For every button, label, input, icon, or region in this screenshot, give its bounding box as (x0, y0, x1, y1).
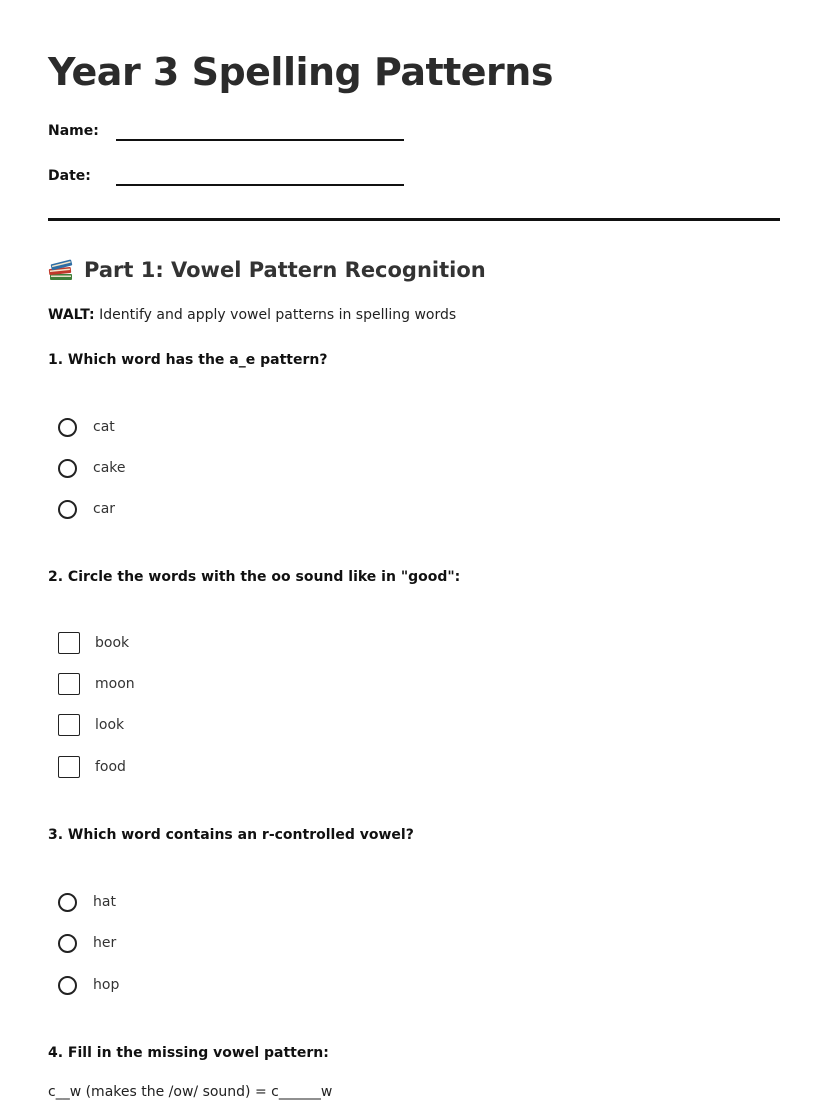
walt-statement (48, 307, 456, 323)
books-icon (48, 259, 74, 281)
q2-option-food[interactable] (58, 755, 126, 779)
date-field[interactable] (116, 170, 404, 186)
checkbox[interactable] (58, 673, 80, 695)
section-title-text: Part 1: Vowel Pattern Recognition (84, 258, 486, 282)
q2-option-look[interactable] (58, 713, 124, 737)
q1-option-cat[interactable] (58, 415, 115, 439)
option-label: cake (93, 460, 126, 476)
radio-button[interactable] (58, 934, 77, 953)
checkbox[interactable] (58, 632, 80, 654)
q1-option-cake[interactable] (58, 456, 126, 480)
walt-label: WALT: (48, 307, 95, 323)
q2-option-book[interactable] (58, 631, 129, 655)
option-label: food (95, 759, 126, 775)
q3-option-hat[interactable] (58, 890, 116, 914)
radio-button[interactable] (58, 500, 77, 519)
walt-text: Identify and apply vowel patterns in spelling words (94, 307, 457, 323)
option-label: cat (93, 419, 115, 435)
option-label: book (95, 635, 130, 651)
q2-option-moon[interactable] (58, 672, 135, 696)
q1-option-car[interactable] (58, 497, 115, 521)
checkbox[interactable] (58, 714, 80, 736)
option-label: moon (95, 676, 135, 692)
radio-button[interactable] (58, 893, 77, 912)
question-1: 1. Which word has the a_e pattern? (48, 352, 328, 368)
question-3: 3. Which word contains an r-controlled vowel? (48, 827, 414, 843)
section-title-part-1 (48, 258, 486, 282)
radio-button[interactable] (58, 418, 77, 437)
date-label: Date: (48, 168, 91, 184)
name-label: Name: (48, 123, 99, 139)
date-field-row (48, 160, 404, 184)
page-title: Year 3 Spelling Patterns (48, 50, 553, 94)
radio-button[interactable] (58, 459, 77, 478)
fill-in-prompt[interactable]: c__w (makes the /ow/ sound) = c______w (48, 1084, 333, 1100)
option-label: hat (93, 894, 116, 910)
option-label: car (93, 501, 116, 517)
radio-button[interactable] (58, 976, 77, 995)
question-2: 2. Circle the words with the oo sound like in "good": (48, 569, 461, 585)
q3-option-hop[interactable] (58, 973, 119, 997)
name-field[interactable] (116, 125, 404, 141)
question-4: 4. Fill in the missing vowel pattern: (48, 1045, 329, 1061)
option-label: hop (93, 977, 120, 993)
q3-option-her[interactable] (58, 931, 116, 955)
name-field-row (48, 115, 404, 139)
option-label: her (93, 935, 117, 951)
header-divider (48, 218, 780, 221)
checkbox[interactable] (58, 756, 80, 778)
option-label: look (95, 717, 125, 733)
